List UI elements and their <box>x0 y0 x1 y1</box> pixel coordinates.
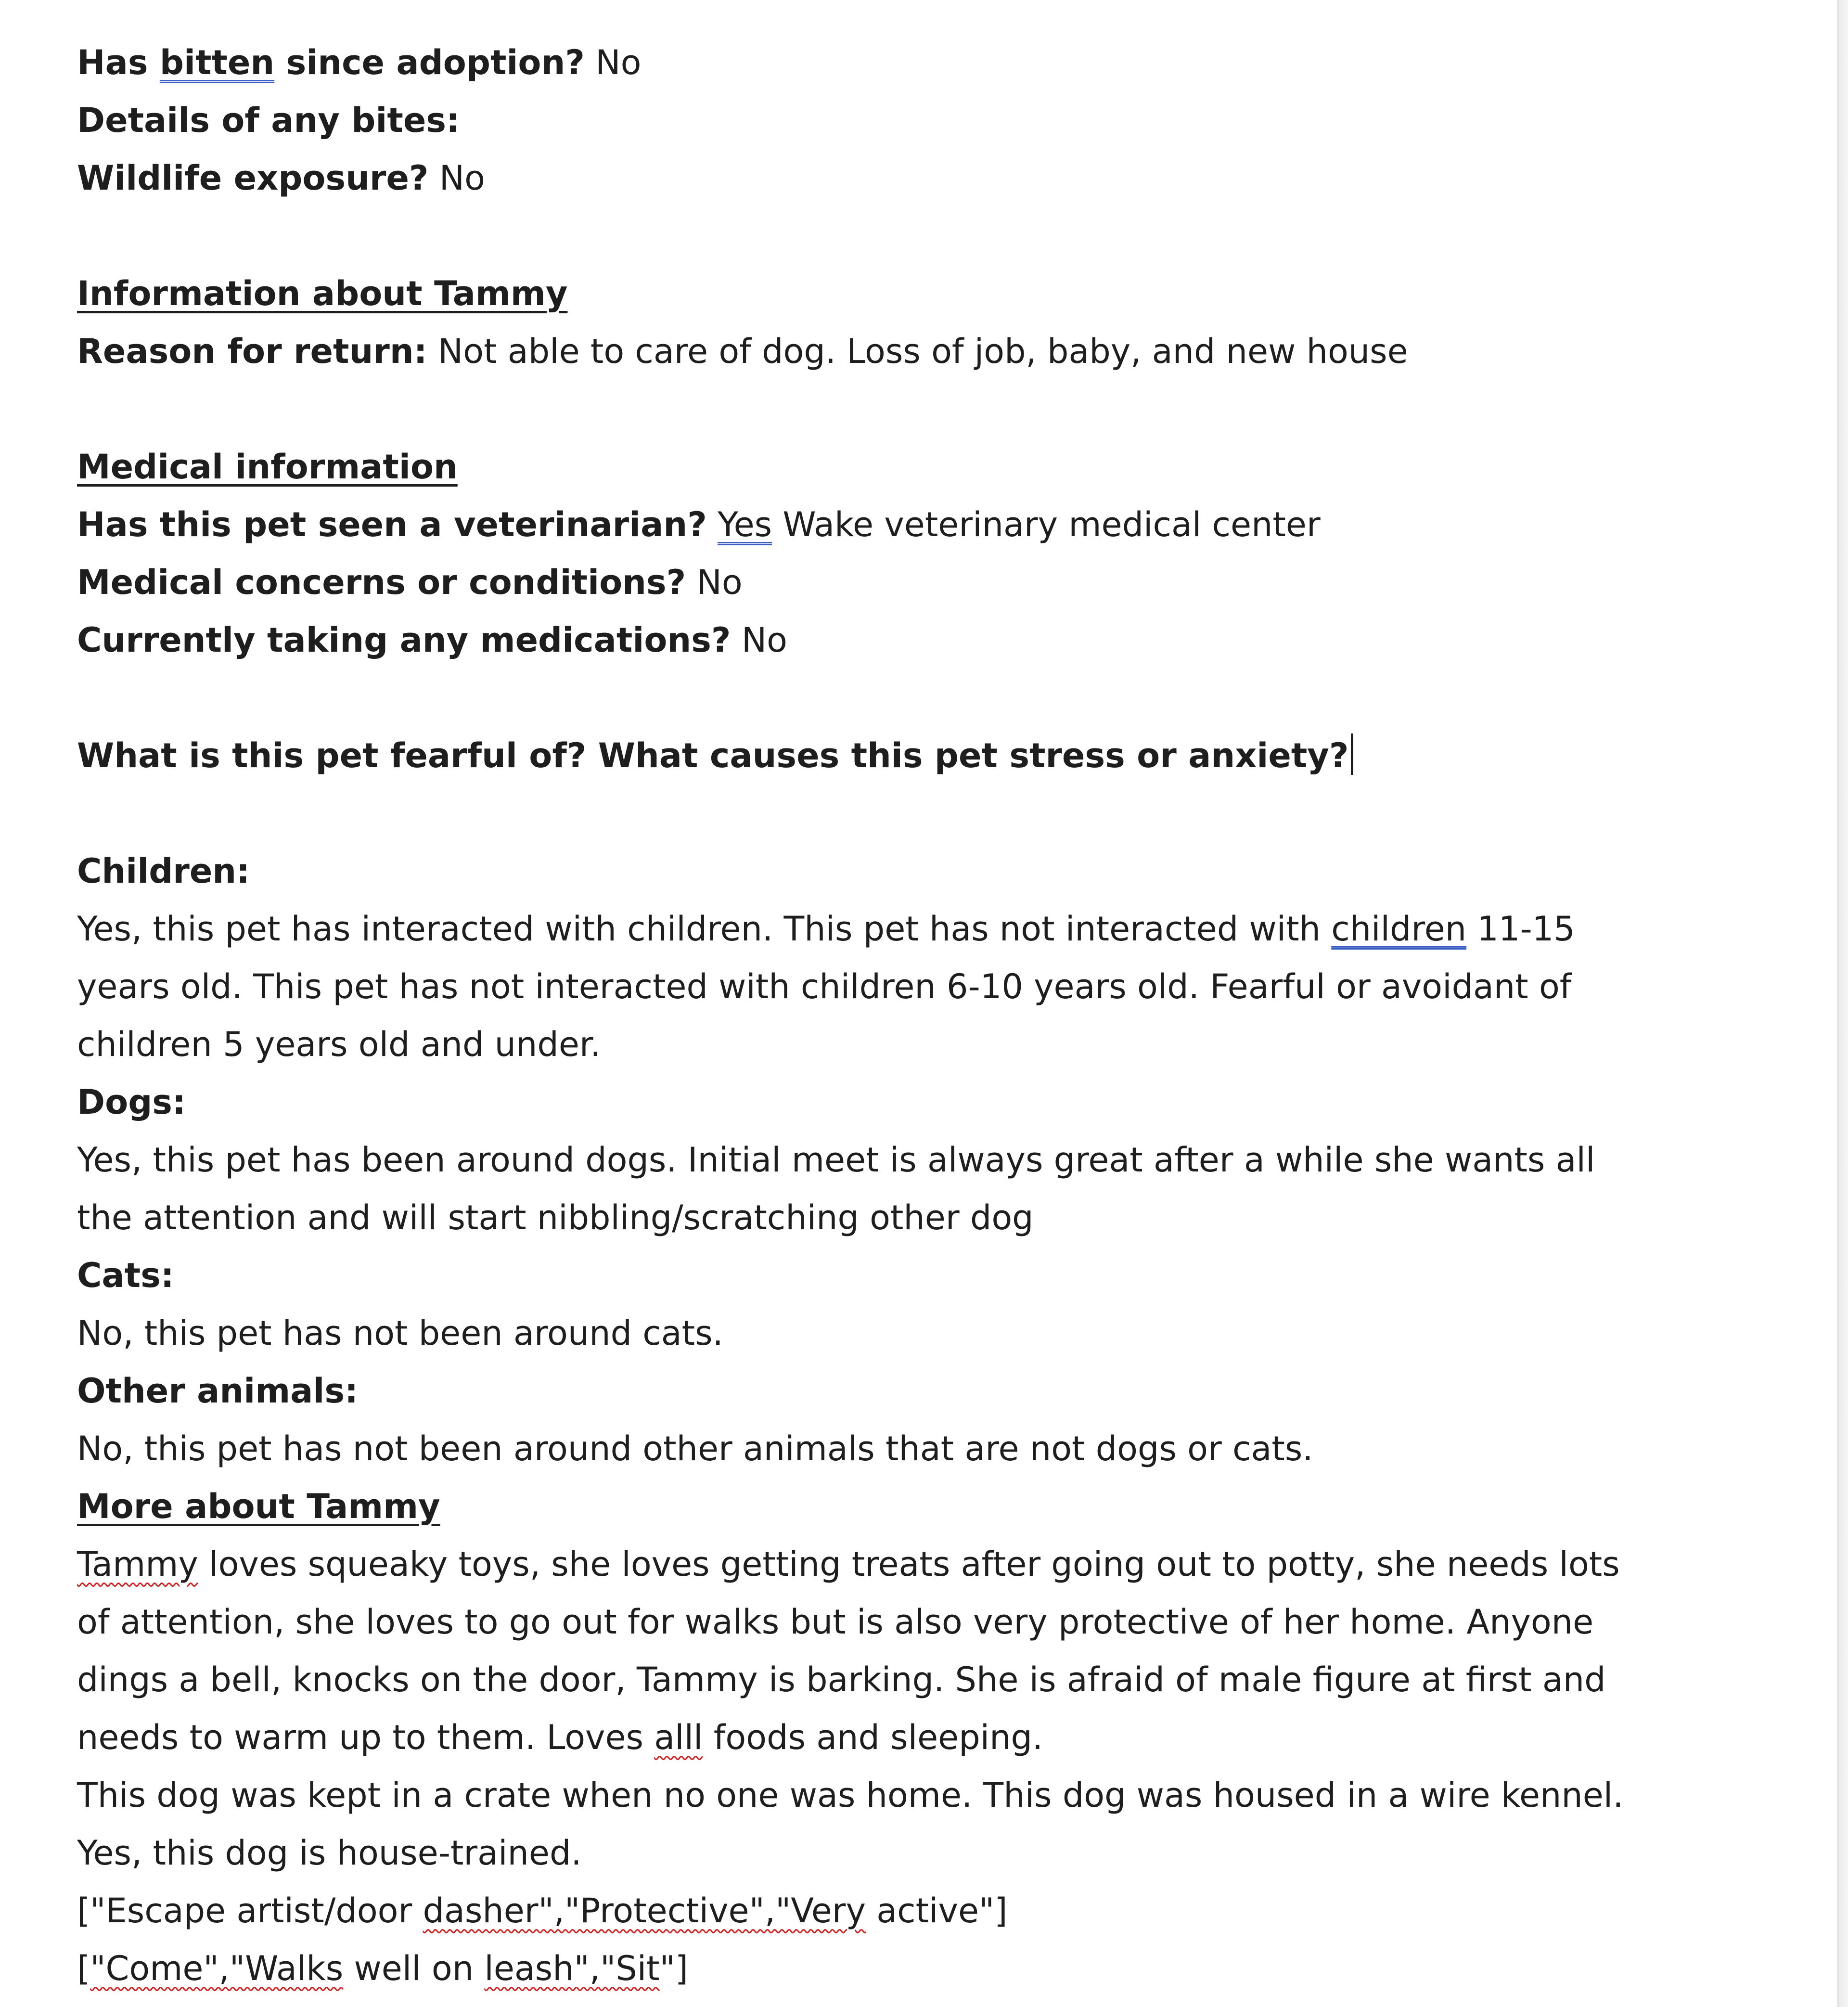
vet-line <box>77 496 1636 553</box>
medications-line <box>77 611 1636 669</box>
spelling-flag-tammy[interactable]: Tammy <box>77 1544 198 1584</box>
wildlife-label: Wildlife exposure? <box>77 158 429 198</box>
medications-label: Currently taking any medications? <box>77 620 731 660</box>
spelling-flag-alll[interactable]: alll <box>654 1718 703 1757</box>
children-text: Yes, this pet has interacted with children. This pet has not interacted with children 11-15 years old. This pet has not interacted with children 6-10 years old. Fearful or avoidant of children 5 years old and under. <box>77 909 1575 1064</box>
fear-question-line <box>77 727 1636 785</box>
wildlife-line <box>77 149 1636 207</box>
medical-heading-line <box>77 438 1636 496</box>
medical-concerns-line <box>77 553 1636 611</box>
more-heading-line <box>77 1478 1636 1535</box>
cats-label: Cats: <box>77 1256 174 1295</box>
return-reason-value: Not able to care of dog. Loss of job, baby, and new house <box>437 332 1408 371</box>
blank-line <box>77 669 1636 727</box>
bitten-value: No <box>595 43 642 82</box>
blank-line <box>77 785 1636 842</box>
info-heading-line <box>77 265 1636 322</box>
bite-details-line <box>77 91 1636 149</box>
more-heading: More about Tammy <box>77 1487 440 1526</box>
text-cursor <box>1351 733 1353 775</box>
return-reason-label: Reason for return: <box>77 332 427 371</box>
other-animals-label: Other animals: <box>77 1371 359 1411</box>
blank-line <box>77 380 1636 438</box>
blank-line <box>77 207 1636 265</box>
skills-line: ["Come","Walks well on leash","Sit"] <box>77 1949 689 1988</box>
crate-text: This dog was kept in a crate when no one was home. This dog was housed in a wire kennel. <box>77 1775 1624 1815</box>
other-animals-text: No, this pet has not been around other animals that are not dogs or cats. <box>77 1429 1313 1468</box>
page-edge-shadow <box>1837 0 1848 2007</box>
bite-details-label: Details of any bites: <box>77 101 460 140</box>
housetrained-text: Yes, this dog is house-trained. <box>77 1833 582 1873</box>
dogs-text: Yes, this pet has been around dogs. Initial meet is always great after a while she wants all the attention and will start nibbling/scratching other dog <box>77 1140 1595 1237</box>
medical-heading: Medical information <box>77 447 458 487</box>
medical-concerns-label: Medical concerns or conditions? <box>77 563 686 602</box>
wildlife-value: No <box>439 158 485 198</box>
vet-value: Wake veterinary medical center <box>783 505 1321 544</box>
spelling-flag-come[interactable]: "Come","Walks <box>90 1949 344 1988</box>
dogs-label: Dogs: <box>77 1082 186 1122</box>
info-heading: Information about Tammy <box>77 274 568 313</box>
return-reason-line <box>77 322 1636 380</box>
children-label: Children: <box>77 851 250 891</box>
spelling-flag-traits[interactable]: dasher","Protective","Very <box>423 1891 866 1930</box>
grammar-flag-children[interactable]: children <box>1331 909 1467 949</box>
bitten-label: Has bitten since adoption? <box>77 43 585 82</box>
vet-label: Has this pet seen a veterinarian? <box>77 505 707 544</box>
dogs-label-line <box>77 1073 1636 1131</box>
about-text: Tammy loves squeaky toys, she loves getting treats after going out to potty, she needs lots of attention, she loves to go out for walks but is also very protective of her home. Anyone dings a bell, knocks on the door, Tammy is barking. She is afraid of male figure at first and needs to warm up to them. Loves alll foods and sleeping. <box>77 1544 1620 1757</box>
medications-value: No <box>741 620 788 660</box>
document-body[interactable] <box>77 34 1636 1997</box>
bitten-line <box>77 34 1636 91</box>
other-animals-label-line <box>77 1362 1636 1420</box>
cats-label-line <box>77 1247 1636 1304</box>
fear-question: What is this pet fearful of? What causes this pet stress or anxiety? <box>77 736 1349 775</box>
medical-concerns-value: No <box>696 563 743 602</box>
spelling-flag-leash[interactable]: leash","Sit <box>484 1949 660 1988</box>
grammar-flag-bitten[interactable]: bitten <box>159 43 275 82</box>
grammar-flag-yes[interactable]: Yes <box>718 505 772 544</box>
cats-text: No, this pet has not been around cats. <box>77 1313 723 1353</box>
children-label-line <box>77 842 1636 900</box>
traits-line: ["Escape artist/door dasher","Protective","Very active"] <box>77 1891 1008 1930</box>
